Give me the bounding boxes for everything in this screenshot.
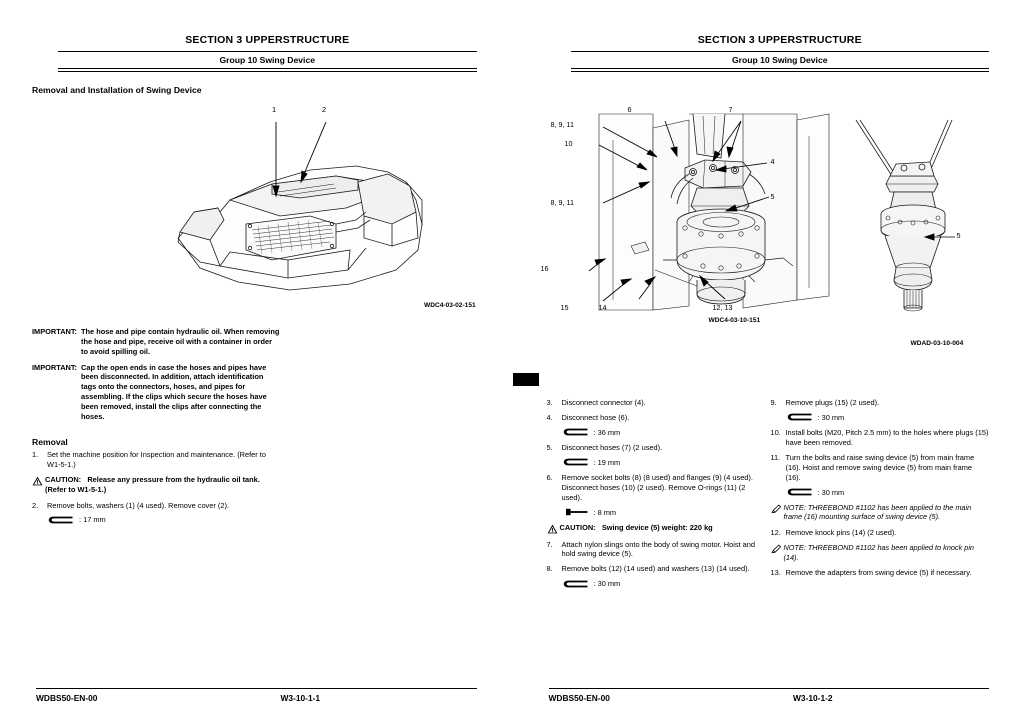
- wrench-size-19: [563, 458, 757, 467]
- wrench-icon: [563, 458, 594, 466]
- wrench-size-30-b: [787, 413, 989, 422]
- wrench-size-text: : 30 mm: [593, 579, 621, 589]
- step-3-text: Disconnect connector (4).: [561, 398, 646, 407]
- column-left-steps: [547, 398, 757, 594]
- callout-15: 15: [560, 303, 569, 312]
- wrench-size-text: : 30 mm: [817, 412, 845, 422]
- important-label-2: IMPORTANT:: [32, 362, 78, 372]
- note-text-1: NOTE: THREEBOND #1102 has been applied to the main frame (16) mounting surface of swing device (5).: [783, 502, 972, 522]
- figure-caption-right-main: WDC4-03-10-151: [708, 317, 761, 324]
- step-13: [771, 568, 989, 578]
- step-12: [771, 528, 989, 538]
- page-edge-marker: [513, 373, 539, 386]
- caution-block-weight: [547, 523, 757, 534]
- figure-callouts-right-main: [555, 105, 845, 320]
- callout-12-13: 12, 13: [712, 303, 733, 312]
- figure-swing-device-hoisted: [838, 118, 988, 318]
- important-text-2: Cap the open ends in case the hoses and pipes have been disconnected. In addition, attach identification tags onto the connectors, hoses, and pipes for assembling. If the clips which secure the hoses have been removed, install the clips after connecting the hoses.: [81, 362, 267, 421]
- callout-4: 4: [770, 157, 775, 166]
- important-label-1: IMPORTANT:: [32, 327, 78, 336]
- step-2-text: Remove bolts, washers (1) (4 used). Remove cover (2).: [47, 500, 229, 510]
- callout-10: 10: [564, 139, 573, 148]
- page-footer-left: [36, 688, 477, 703]
- step-7-text: Attach nylon slings onto the body of swing motor. Hoist and hold swing device (5).: [561, 539, 755, 559]
- step-11: [771, 453, 989, 483]
- wrench-size-8: [563, 508, 757, 517]
- wrench-size-text: : 8 mm: [593, 507, 617, 517]
- step-6-number: 6.: [546, 472, 553, 482]
- caution-label-weight: CAUTION:: [559, 522, 596, 532]
- step-7: [547, 540, 757, 560]
- header-group-title: Group 10 Swing Device: [219, 55, 315, 65]
- wrench-size-36: [563, 428, 757, 437]
- callout-2: 2: [322, 105, 327, 114]
- wrench-icon: [48, 516, 79, 524]
- footer-page-number-right: W3-10-1-2: [793, 693, 833, 703]
- removal-steps: [32, 450, 280, 530]
- callout-6: 6: [627, 105, 632, 114]
- wrench-size-text: : 30 mm: [817, 487, 845, 497]
- wrench-icon: [563, 580, 594, 588]
- step-9-text: Remove plugs (15) (2 used).: [785, 398, 880, 407]
- step-8: [547, 564, 757, 574]
- step-4-text: Disconnect hose (6).: [561, 412, 630, 422]
- note-pencil-icon: [771, 503, 784, 522]
- caution-text: [45, 475, 280, 495]
- step-8-number: 8.: [546, 564, 553, 574]
- step-6-text: Remove socket bolts (8) (8 used) and flanges (9) (4 used). Disconnect hoses (10) (2 used). Remove O-rings (11) (2 used).: [561, 472, 753, 502]
- step-6: [547, 473, 757, 503]
- step-7-number: 7.: [546, 539, 553, 549]
- wrench-size-text: : 36 mm: [593, 427, 621, 437]
- callout-1: 1: [272, 105, 277, 114]
- caution-body-weight: Swing device (5) weight: 220 kg: [601, 522, 713, 532]
- caution-body: Release any pressure from the hydraulic oil tank. (Refer to W1-5-1.): [45, 474, 260, 494]
- callout-8-9-11-lower: 8, 9, 11: [550, 198, 574, 207]
- header-section-title: SECTION 3 UPPERSTRUCTURE: [185, 34, 350, 46]
- header-group-title-right: Group 10 Swing Device: [731, 55, 828, 65]
- wrench-icon: [563, 428, 594, 436]
- note-block-2: [771, 543, 989, 562]
- important-notes: [32, 327, 280, 428]
- page-header-right: [571, 34, 990, 72]
- callout-8-9-11-upper: 8, 9, 11: [550, 120, 574, 129]
- step-10-text: Install bolts (M20, Pitch 2.5 mm) to the holes where plugs (15) have been removed.: [785, 427, 989, 447]
- callout-14: 14: [598, 303, 607, 312]
- callout-5-main: 5: [770, 192, 775, 201]
- wrench-size-text: : 19 mm: [593, 457, 621, 467]
- step-13-number: 13.: [770, 568, 781, 578]
- caution-label: CAUTION:: [45, 474, 82, 484]
- footer-doc-id-left: WDBS50-EN-00: [36, 693, 98, 703]
- step-2-number: 2.: [32, 500, 39, 510]
- note-block-1: [771, 503, 989, 522]
- page-title: Removal and Installation of Swing Device: [32, 85, 202, 95]
- step-12-text: Remove knock pins (14) (2 used).: [785, 527, 897, 537]
- important-text-1: The hose and pipe contain hydraulic oil. When removing the hose and pipe, receive oil with a container in order to avoid spilling oil.: [81, 327, 280, 356]
- wrench-size-30-a: [563, 579, 757, 588]
- caution-text-weight: [560, 523, 757, 534]
- step-10: [771, 428, 989, 448]
- step-5-text: Disconnect hoses (7) (2 used).: [561, 442, 663, 452]
- footer-page-number-left: W3-10-1-1: [280, 693, 321, 703]
- footer-doc-id-right: WDBS50-EN-00: [548, 693, 610, 703]
- wrench-icon: [787, 413, 818, 421]
- page-right: [513, 0, 1025, 725]
- step-8-text: Remove bolts (12) (14 used) and washers (13) (14 used).: [561, 564, 750, 574]
- step-5: [547, 443, 757, 453]
- figure-caption-left: WDC4-03-02-151: [424, 302, 476, 309]
- subtitle-removal: Removal: [32, 437, 68, 447]
- step-9: [771, 398, 989, 408]
- warning-triangle-icon: [547, 523, 560, 534]
- warning-triangle-icon: [32, 475, 45, 495]
- step-11-number: 11.: [770, 452, 781, 462]
- important-note-2: [32, 363, 280, 422]
- step-1-number: 1.: [32, 450, 39, 459]
- step-3-number: 3.: [546, 398, 553, 407]
- step-3: [547, 398, 757, 408]
- step-11-text: Turn the bolts and raise swing device (5) from main frame (16). Hoist and remove swing device (5) from main frame (16).: [785, 452, 975, 482]
- hex-wrench-icon: [563, 508, 594, 516]
- note-pencil-icon: [771, 543, 784, 562]
- wrench-size-17: [48, 515, 280, 524]
- step-10-number: 10.: [770, 427, 781, 437]
- callout-7: 7: [728, 105, 733, 114]
- step-13-text: Remove the adapters from swing device (5) if necessary.: [785, 568, 972, 578]
- wrench-size-text: : 17 mm: [79, 515, 106, 525]
- page-header-left: [58, 34, 477, 72]
- callout-5-hoisted: 5: [956, 231, 961, 240]
- caution-block: [32, 475, 280, 495]
- figure-callouts-left: [240, 100, 370, 220]
- callout-16: 16: [540, 264, 549, 273]
- wrench-icon: [787, 488, 818, 496]
- column-right-steps: [771, 398, 989, 583]
- step-1-text: Set the machine position for Inspection and maintenance. (Refer to W1-5-1.): [47, 450, 266, 469]
- step-4: [547, 413, 757, 423]
- note-text-2: NOTE: THREEBOND #1102 has been applied to knock pin (14).: [783, 542, 974, 562]
- step-12-number: 12.: [770, 527, 781, 537]
- step-5-number: 5.: [546, 442, 553, 452]
- important-note-1: [32, 327, 280, 357]
- step-1: [32, 450, 280, 470]
- step-4-number: 4.: [546, 412, 553, 422]
- page-footer-right: [549, 688, 990, 703]
- header-section-title-right: SECTION 3 UPPERSTRUCTURE: [697, 34, 862, 46]
- wrench-size-30-c: [787, 488, 989, 497]
- step-9-number: 9.: [770, 398, 777, 407]
- step-2: [32, 501, 280, 511]
- figure-caption-right-hoisted: WDAD-03-10-004: [910, 340, 964, 347]
